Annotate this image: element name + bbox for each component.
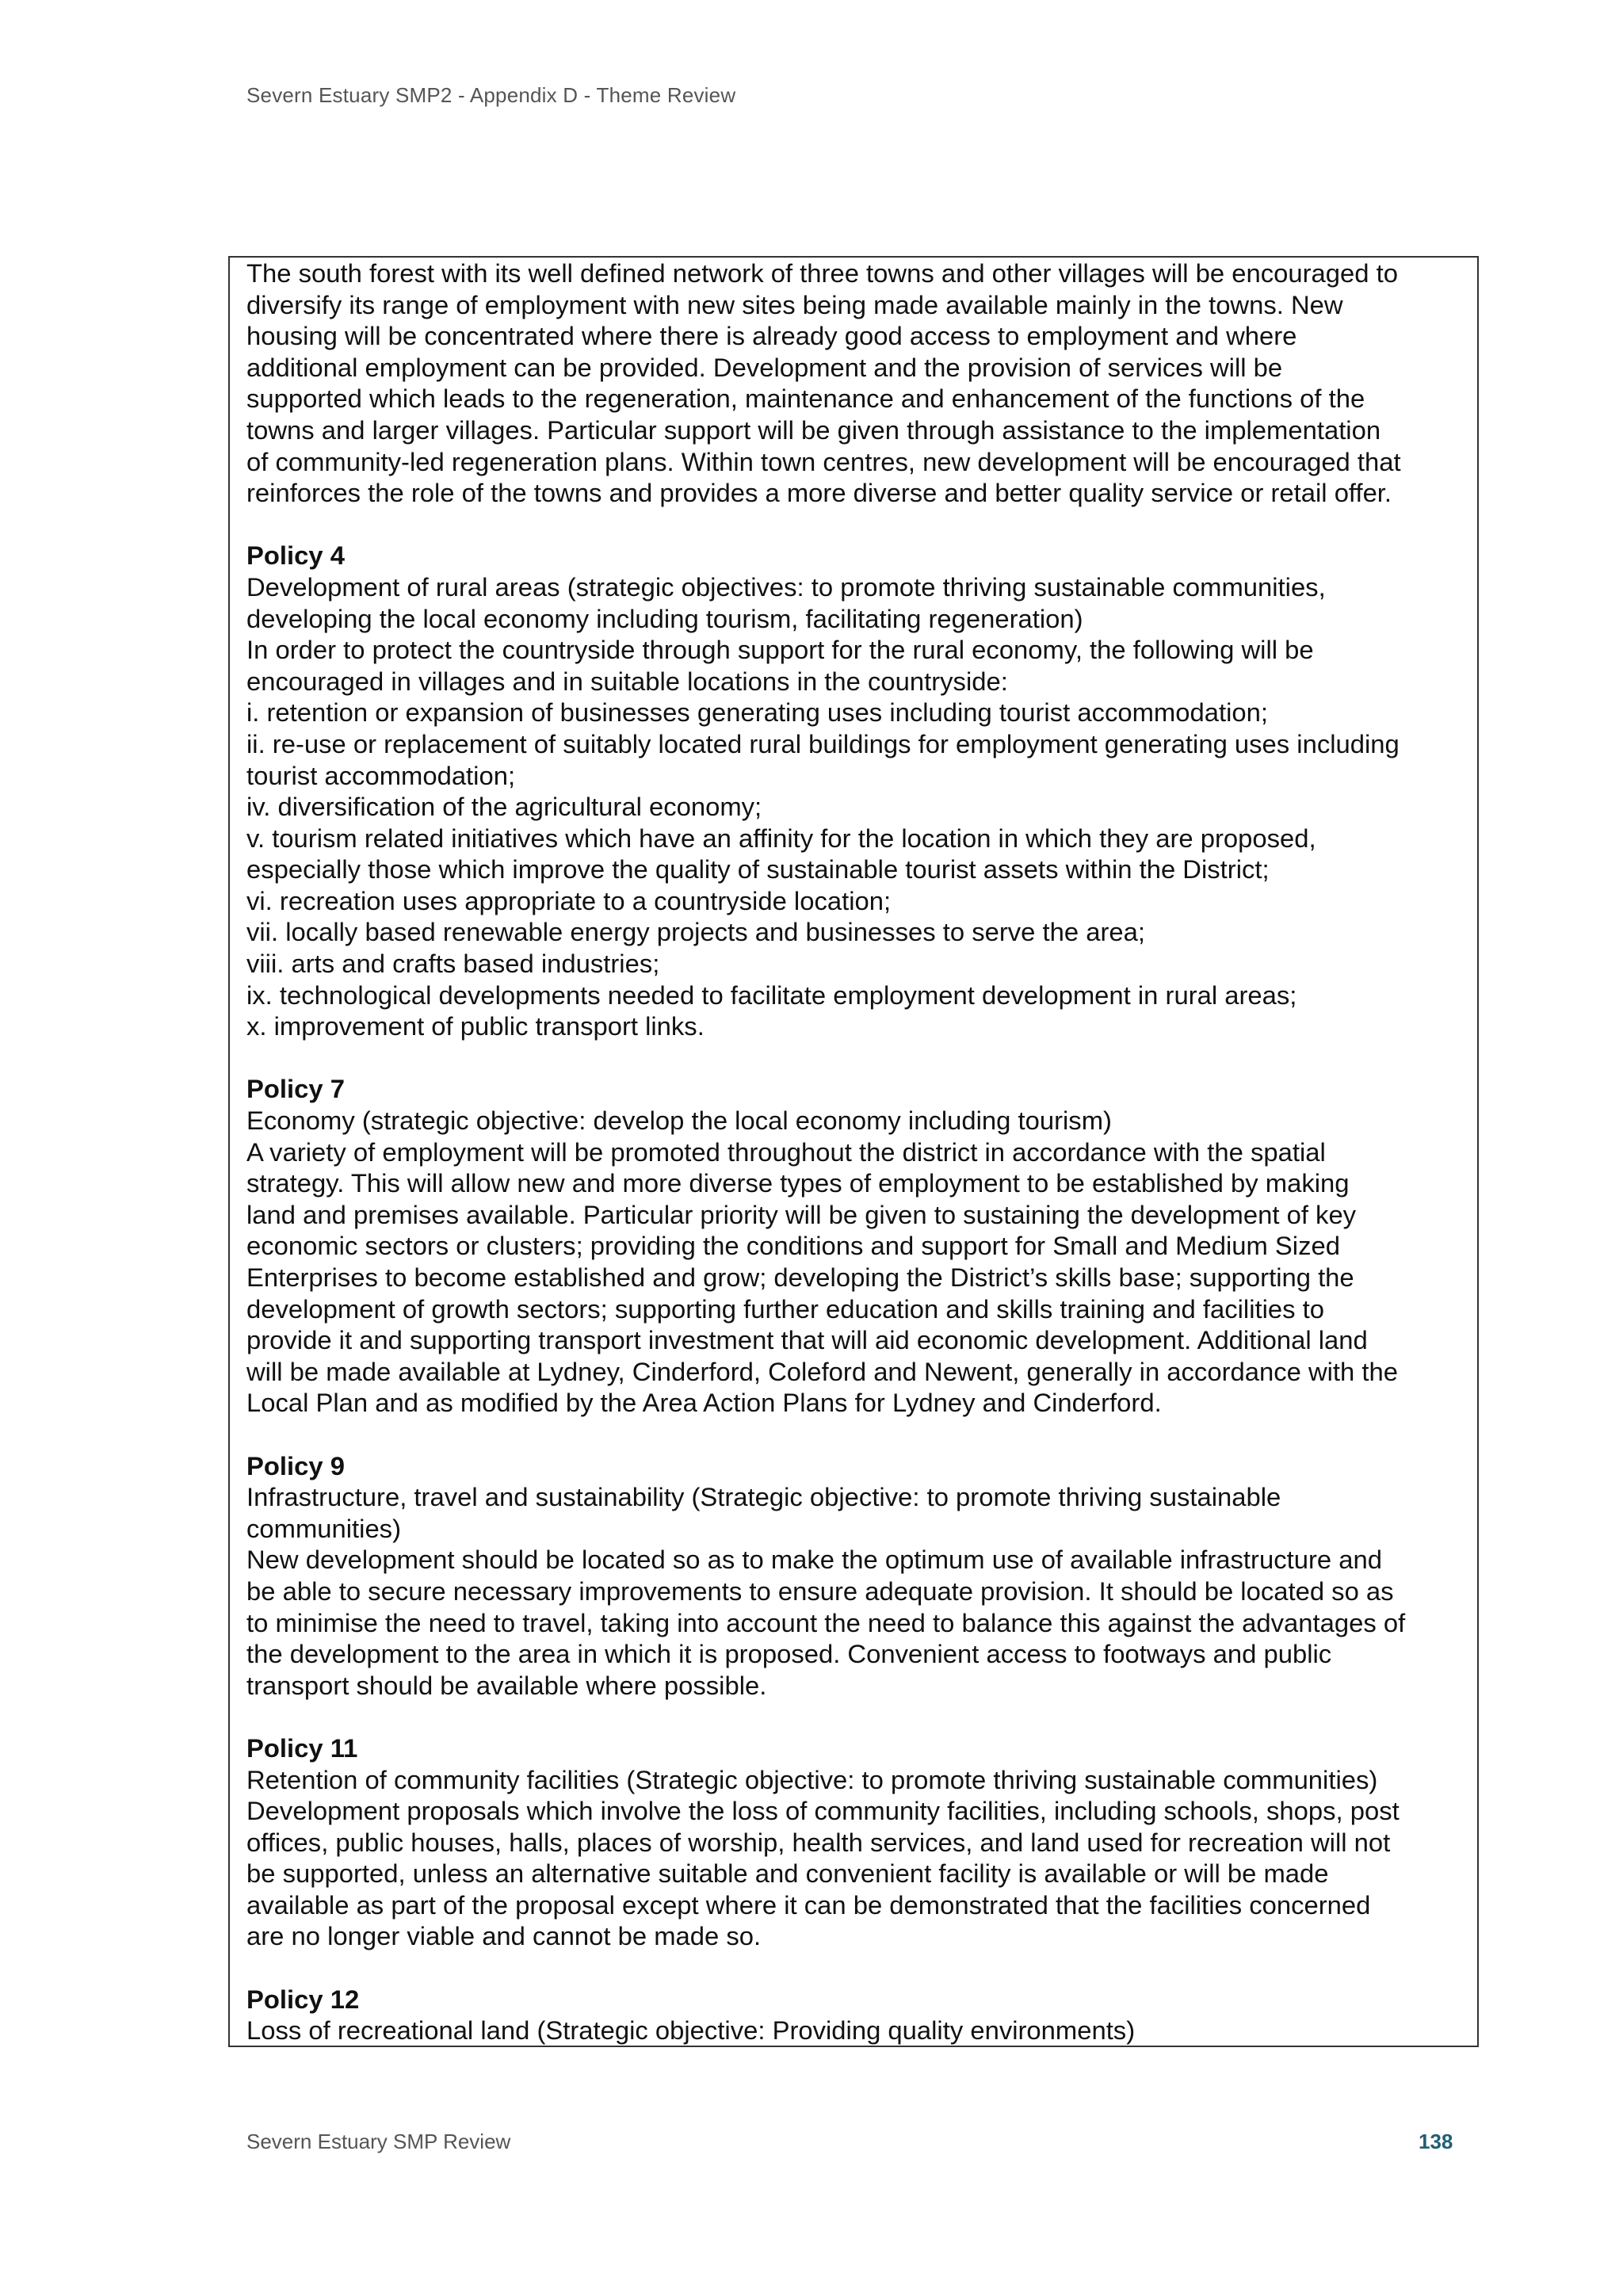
- text-line: v. tourism related initiatives which have an affinity for the location in which they are proposed,: [246, 823, 1316, 853]
- policy-9-section: [246, 1450, 1477, 1702]
- policy-heading: Policy 4: [246, 541, 345, 571]
- policy-heading: Policy 7: [246, 1074, 345, 1104]
- text-line: the development to the area in which it is proposed. Convenient access to footways and public: [246, 1639, 1332, 1669]
- text-line: available as part of the proposal except where it can be demonstrated that the facilities concerned: [246, 1889, 1371, 1920]
- text-line: land and premises available. Particular priority will be given to sustaining the development of key: [246, 1199, 1357, 1229]
- text-line: x. improvement of public transport links.: [246, 1011, 705, 1041]
- text-line: housing will be concentrated where there is already good access to employment and where: [246, 321, 1297, 351]
- text-line: Development of rural areas (strategic objectives: to promote thriving sustainable communities,: [246, 571, 1326, 602]
- text-line: provide it and supporting transport investment that will aid economic development. Additional land: [246, 1325, 1368, 1355]
- text-line: be supported, unless an alternative suitable and convenient facility is available or will be made: [246, 1859, 1329, 1889]
- text-line: tourist accommodation;: [246, 760, 516, 790]
- policy-7-section: [246, 1073, 1477, 1419]
- text-line: diversify its range of employment with new sites being made available mainly in the towns. New: [246, 289, 1343, 319]
- text-line: A variety of employment will be promoted throughout the district in accordance with the spatial: [246, 1137, 1326, 1167]
- text-line: encouraged in villages and in suitable locations in the countryside:: [246, 666, 1008, 696]
- text-line: development of growth sectors; supporting further education and skills training and facilities to: [246, 1293, 1324, 1324]
- policy-heading: Policy 12: [246, 1984, 360, 2014]
- policy-11-section: [246, 1733, 1477, 1952]
- policy-heading: Policy 9: [246, 1450, 345, 1480]
- text-line: In order to protect the countryside through support for the rural economy, the following will be: [246, 635, 1314, 665]
- policy-12-section: [246, 1984, 1477, 2046]
- text-line: vii. locally based renewable energy projects and businesses to serve the area;: [246, 917, 1145, 947]
- running-footer: Severn Estuary SMP Review: [246, 2130, 511, 2153]
- text-line: supported which leads to the regeneration, maintenance and enhancement of the functions of the: [246, 384, 1365, 414]
- text-line: especially those which improve the quality of sustainable tourist assets within the District;: [246, 854, 1270, 884]
- text-line: Enterprises to become established and grow; developing the District’s skills base; supporting the: [246, 1263, 1354, 1292]
- text-line: will be made available at Lydney, Cinderford, Coleford and Newent, generally in accordance with the: [246, 1356, 1398, 1386]
- text-line: strategy. This will allow new and more diverse types of employment to be established by making: [246, 1168, 1350, 1198]
- running-header: Severn Estuary SMP2 - Appendix D - Theme Review: [246, 83, 736, 107]
- policy-4-section: [246, 540, 1477, 1042]
- text-line: The south forest with its well defined network of three towns and other villages will be encouraged to: [246, 258, 1398, 288]
- text-line: be able to secure necessary improvements to ensure adequate provision. It should be located so as: [246, 1576, 1394, 1606]
- text-line: viii. arts and crafts based industries;: [246, 949, 660, 979]
- text-line: New development should be located so as to make the optimum use of available infrastructure and: [246, 1545, 1382, 1575]
- text-line: additional employment can be provided. Development and the provision of services will be: [246, 352, 1283, 382]
- text-line: communities): [246, 1513, 402, 1543]
- text-line: reinforces the role of the towns and provides a more diverse and better quality service or retail offer.: [246, 478, 1392, 508]
- text-line: ix. technological developments needed to facilitate employment development in rural areas;: [246, 980, 1297, 1010]
- text-line: Development proposals which involve the loss of community facilities, including schools, shops, post: [246, 1796, 1400, 1826]
- text-line: Economy (strategic objective: develop the local economy including tourism): [246, 1106, 1112, 1136]
- text-line: iv. diversification of the agricultural economy;: [246, 792, 762, 822]
- text-line: Loss of recreational land (Strategic objective: Providing quality environments): [246, 2015, 1136, 2046]
- intro-paragraph: [246, 258, 1477, 509]
- text-line: economic sectors or clusters; providing the conditions and support for Small and Medium Sized: [246, 1231, 1340, 1261]
- text-line: developing the local economy including tourism, facilitating regeneration): [246, 603, 1083, 633]
- text-line: are no longer viable and cannot be made so.: [246, 1921, 762, 1951]
- policy-text-box: [228, 256, 1479, 2047]
- text-line: Infrastructure, travel and sustainability (Strategic objective: to promote thriving sustainable: [246, 1482, 1281, 1512]
- text-line: Local Plan and as modified by the Area Action Plans for Lydney and Cinderford.: [246, 1388, 1162, 1418]
- text-line: Retention of community facilities (Strategic objective: to promote thriving sustainable communities): [246, 1764, 1378, 1794]
- text-line: ii. re-use or replacement of suitably located rural buildings for employment generating uses including: [246, 728, 1400, 758]
- text-line: offices, public houses, halls, places of worship, health services, and land used for recreation will not: [246, 1827, 1391, 1857]
- text-line: to minimise the need to travel, taking into account the need to balance this against the advantages of: [246, 1607, 1406, 1637]
- page-number: 138: [1419, 2130, 1453, 2153]
- policy-heading: Policy 11: [246, 1733, 358, 1763]
- text-line: vi. recreation uses appropriate to a countryside location;: [246, 885, 892, 915]
- text-line: of community-led regeneration plans. Within town centres, new development will be encouraged that: [246, 446, 1401, 476]
- text-line: towns and larger villages. Particular support will be given through assistance to the implementation: [246, 415, 1381, 445]
- text-line: transport should be available where possible.: [246, 1670, 767, 1700]
- text-line: i. retention or expansion of businesses generating uses including tourist accommodation;: [246, 697, 1268, 728]
